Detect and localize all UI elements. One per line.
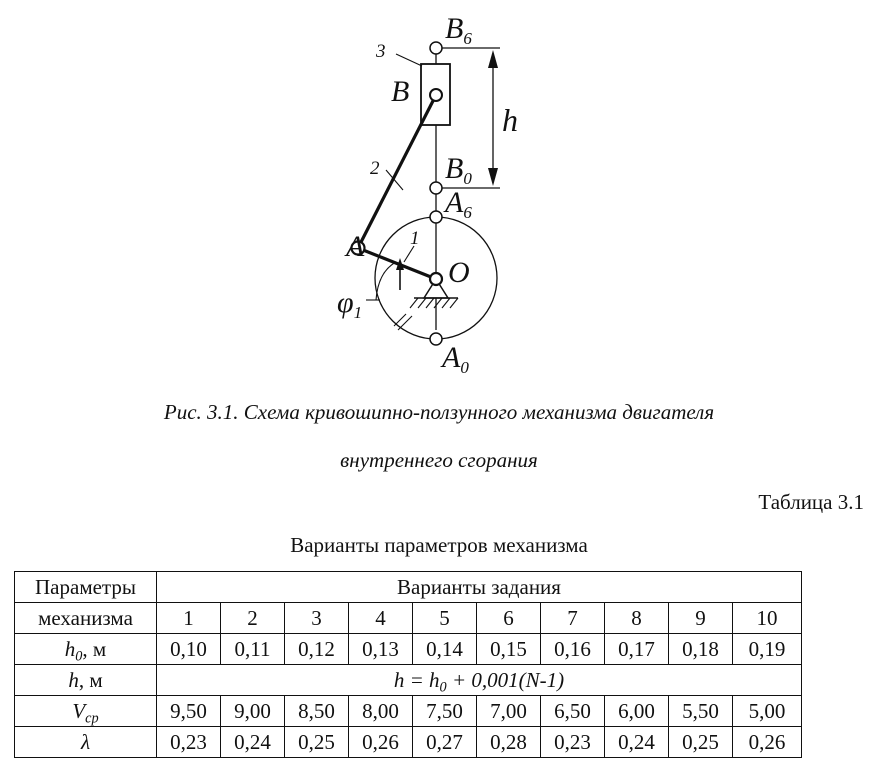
param-h: h, м bbox=[15, 665, 157, 696]
table-cell: 7,00 bbox=[477, 696, 541, 727]
label-a6: $A_6$ bbox=[445, 186, 472, 222]
crank-link bbox=[358, 248, 436, 279]
support-hatching bbox=[394, 298, 458, 330]
table-cell: 6,50 bbox=[541, 696, 605, 727]
param-vcp: $V_{ср}$ bbox=[15, 696, 157, 727]
param-lambda: λ bbox=[15, 727, 157, 758]
table-cell: 0,24 bbox=[605, 727, 669, 758]
table-cell: 0,23 bbox=[157, 727, 221, 758]
angle-arc bbox=[376, 262, 396, 300]
variant-number: 7 bbox=[541, 603, 605, 634]
variant-number: 4 bbox=[349, 603, 413, 634]
table-cell: 0,18 bbox=[669, 634, 733, 665]
table-cell: 0,24 bbox=[221, 727, 285, 758]
variant-number: 3 bbox=[285, 603, 349, 634]
table-number: Таблица 3.1 bbox=[758, 490, 864, 514]
table-cell: 0,19 bbox=[733, 634, 802, 665]
label-link2: 2 bbox=[370, 158, 380, 179]
h-arrow-top bbox=[488, 50, 498, 68]
joint-b6 bbox=[430, 42, 442, 54]
h-arrow-bottom bbox=[488, 168, 498, 186]
variant-number: 5 bbox=[413, 603, 477, 634]
joint-b0 bbox=[430, 182, 442, 194]
table-cell: 0,26 bbox=[349, 727, 413, 758]
table-row-vcp bbox=[15, 696, 802, 727]
table-cell: 8,00 bbox=[349, 696, 413, 727]
label-a: A bbox=[346, 230, 365, 263]
joint-o bbox=[430, 273, 442, 285]
table-cell: 5,00 bbox=[733, 696, 802, 727]
table-cell: 9,50 bbox=[157, 696, 221, 727]
table-title: Варианты параметров механизма bbox=[290, 533, 588, 557]
table-cell: 0,16 bbox=[541, 634, 605, 665]
table-cell: 9,00 bbox=[221, 696, 285, 727]
variant-number: 9 bbox=[669, 603, 733, 634]
label-phi: $\varphi_1$ bbox=[337, 286, 363, 322]
label-b: B bbox=[391, 75, 410, 108]
table-cell: 0,26 bbox=[733, 727, 802, 758]
link3-leader bbox=[396, 54, 422, 66]
label-o: O bbox=[448, 256, 470, 289]
label-link1: 1 bbox=[410, 228, 420, 249]
label-b6: $B_6$ bbox=[445, 12, 472, 48]
table-cell: 0,10 bbox=[157, 634, 221, 665]
table-cell: 0,17 bbox=[605, 634, 669, 665]
table-cell: 0,14 bbox=[413, 634, 477, 665]
table-cell: 0,27 bbox=[413, 727, 477, 758]
variant-number: 8 bbox=[605, 603, 669, 634]
figure-caption-line1: Рис. 3.1. Схема кривошипно-ползунного механизма двигателя bbox=[163, 400, 715, 424]
label-link3: 3 bbox=[376, 41, 386, 62]
table-variant-numbers-row bbox=[15, 603, 802, 634]
table-cell: 7,50 bbox=[413, 696, 477, 727]
table-cell: 0,15 bbox=[477, 634, 541, 665]
header-params-line1: Параметры bbox=[15, 572, 157, 603]
label-h: h bbox=[502, 102, 518, 138]
table-cell: 0,23 bbox=[541, 727, 605, 758]
param-h0: $h_0$, м bbox=[15, 634, 157, 665]
label-a0: $A_0$ bbox=[442, 341, 469, 377]
variant-number: 1 bbox=[157, 603, 221, 634]
table-cell: 6,00 bbox=[605, 696, 669, 727]
table-row-h0 bbox=[15, 634, 802, 665]
variant-number: 2 bbox=[221, 603, 285, 634]
table-header-row bbox=[15, 572, 802, 603]
table-cell: 0,12 bbox=[285, 634, 349, 665]
header-variants: Варианты задания bbox=[157, 572, 802, 603]
variant-number: 6 bbox=[477, 603, 541, 634]
label-b0: $B_0$ bbox=[445, 152, 472, 188]
table-cell: 5,50 bbox=[669, 696, 733, 727]
parameters-table bbox=[14, 571, 802, 758]
table-cell: 0,11 bbox=[221, 634, 285, 665]
table-cell: 8,50 bbox=[285, 696, 349, 727]
variant-number: 10 bbox=[733, 603, 802, 634]
figure-caption-line2: внутреннего сгорания bbox=[340, 448, 538, 472]
table-cell: 0,25 bbox=[285, 727, 349, 758]
joint-b bbox=[430, 89, 442, 101]
table-row-lambda bbox=[15, 727, 802, 758]
header-params-line2: механизма bbox=[15, 603, 157, 634]
h-formula: $h = h_0 + 0,001(N-1)$ bbox=[157, 665, 802, 696]
joint-a0 bbox=[430, 333, 442, 345]
joint-a6 bbox=[430, 211, 442, 223]
table-cell: 0,25 bbox=[669, 727, 733, 758]
table-cell: 0,13 bbox=[349, 634, 413, 665]
table-row-h bbox=[15, 665, 802, 696]
table-cell: 0,28 bbox=[477, 727, 541, 758]
